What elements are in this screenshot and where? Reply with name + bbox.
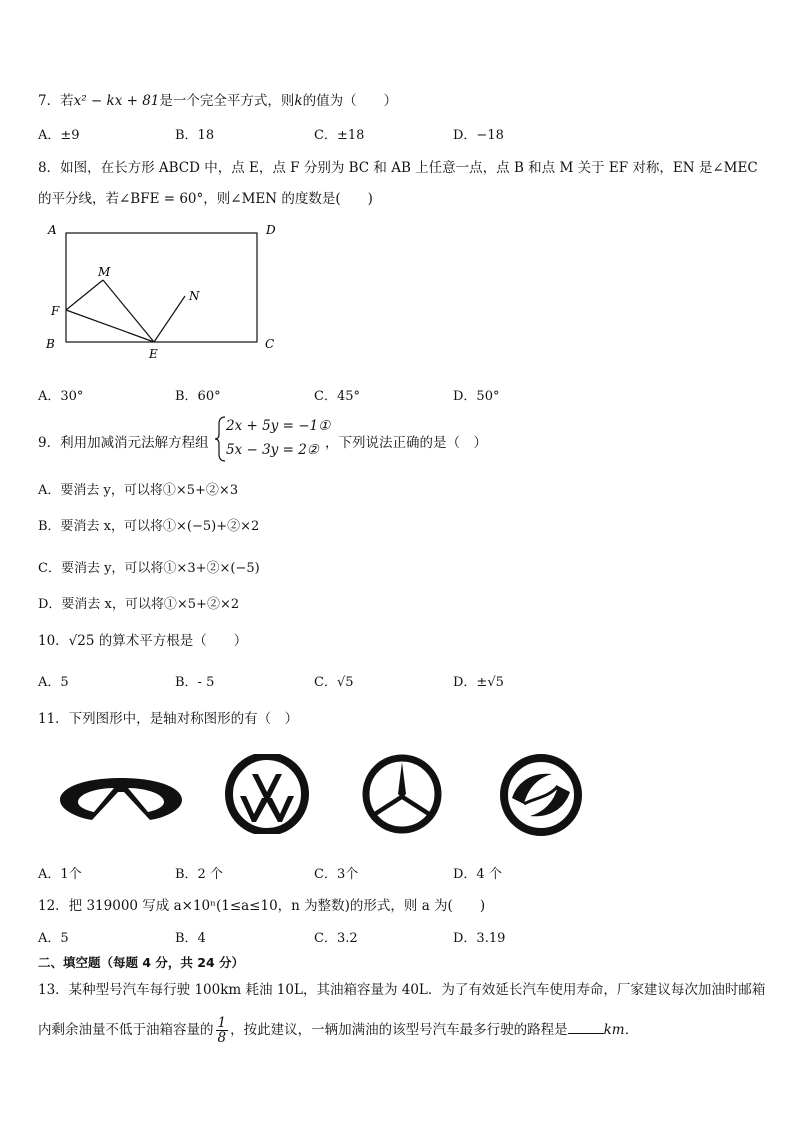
q7-option-d: D．−18 xyxy=(453,128,504,143)
q8-line1: 8．如图，在长方形 ABCD 中，点 E，点 F 分别为 BC 和 AB 上任意一点，点 B 和点 M 关于 EF 对称，EN 是∠MEC xyxy=(38,160,758,176)
q7-option-a: A．±9 xyxy=(38,128,80,143)
q10-option-c: C．√5 xyxy=(314,675,354,690)
mercedes-logo xyxy=(356,754,448,834)
label-d: D xyxy=(266,223,276,237)
q12-stem: 12．把 319000 写成 a×10ⁿ(1≤a≤10，n 为整数)的形式，则 a 为( ) xyxy=(38,898,486,914)
q9-option-c: C．要消去 y，可以将①×3+②×(−5) xyxy=(38,561,260,576)
q11-option-d: D．4 个 xyxy=(453,867,502,882)
dongfeng-logo xyxy=(494,754,588,836)
q7-option-c: C．±18 xyxy=(314,128,365,143)
q9-option-d: D．要消去 x，可以将①×5+②×2 xyxy=(38,597,240,612)
q9-option-b: B．要消去 x，可以将①×(−5)+②×2 xyxy=(38,519,260,534)
q9-stem-post: ，下列说法正确的是（ ） xyxy=(325,435,487,451)
volkswagen-logo xyxy=(222,754,312,834)
q10-stem: 10．√25 的算术平方根是（ ） xyxy=(38,633,248,649)
q7-option-b: B．18 xyxy=(175,128,215,143)
segment-fm xyxy=(66,280,103,310)
q8-figure xyxy=(40,220,290,365)
q9-equation-2: 5x − 3y = 2② xyxy=(226,442,319,458)
q7-stem: 7．若x² − kx + 81是一个完全平方式，则k的值为（ ） xyxy=(38,93,398,109)
q12-option-a: A．5 xyxy=(38,931,69,946)
q8-line2: 的平分线，若∠BFE = 60°，则∠MEN 的度数是( ) xyxy=(38,191,373,207)
q11-option-a: A．1个 xyxy=(38,867,82,882)
q12-option-c: C．3.2 xyxy=(314,931,358,946)
q11-stem: 11．下列图形中，是轴对称图形的有（ ） xyxy=(38,711,299,727)
fraction: $\frac{1}{8}$ xyxy=(217,1015,227,1046)
q8-option-d: D．50° xyxy=(453,389,500,404)
q12-option-d: D．3.19 xyxy=(453,931,506,946)
label-b: B xyxy=(46,337,55,351)
section-title: 二、填空题（每题 4 分，共 24 分） xyxy=(38,955,245,970)
answer-blank[interactable] xyxy=(568,1021,604,1034)
q11-option-b: B．2 个 xyxy=(175,867,223,882)
q8-option-a: A．30° xyxy=(38,389,84,404)
q9-equation-1: 2x + 5y = −1① xyxy=(226,418,331,434)
segment-en xyxy=(154,296,185,342)
q10-option-d: D．±√5 xyxy=(453,675,504,690)
label-n: N xyxy=(189,289,200,303)
label-a: A xyxy=(48,223,57,237)
q8-option-c: C．45° xyxy=(314,389,360,404)
q13-line1: 13．某种型号汽车每行驶 100km 耗油 10L，其油箱容量为 40L．为了有效延长汽车使用寿命，厂家建议每次加油时邮箱 xyxy=(38,982,766,998)
q13-line2: 内剩余油量不低于油箱容量的 $\frac{1}{8}$ ，按此建议，一辆加满油的该型号汽车最多行驶的路程是 km． xyxy=(38,1015,639,1046)
q10-option-b: B．- 5 xyxy=(175,675,215,690)
q11-option-c: C．3个 xyxy=(314,867,359,882)
label-e: E xyxy=(149,347,158,361)
q12-option-b: B．4 xyxy=(175,931,206,946)
q9-stem-pre: 9．利用加减消元法解方程组 xyxy=(38,435,209,451)
label-m: M xyxy=(98,265,111,279)
label-f: F xyxy=(51,304,60,318)
infiniti-logo xyxy=(58,772,184,824)
q9-option-a: A．要消去 y，可以将①×5+②×3 xyxy=(38,483,239,498)
q8-option-b: B．60° xyxy=(175,389,221,404)
label-c: C xyxy=(265,337,275,351)
q10-option-a: A．5 xyxy=(38,675,69,690)
